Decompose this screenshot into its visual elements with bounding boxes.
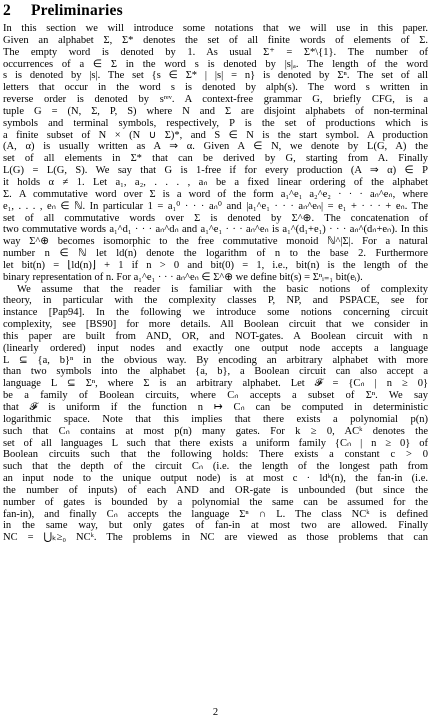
text-line: such that the depth of the circuit Cₙ (i.e. the length of the longest path from xyxy=(3,461,428,473)
text-line: way Σ^⊕ becomes isomorphic to the free commutative monoid ℕ^|Σ|. For a natural xyxy=(3,236,428,248)
text-line: instance [Pap94]. In the following we introduce some notions concerning circuit xyxy=(3,307,428,319)
text-line: set of all elements in Σ* that can be derived by G, starting from A. Finally xyxy=(3,153,428,165)
text-line: L ⊆ {a, b}ⁿ in the obvious way. By encoding an arbitrary alphabet with more xyxy=(3,354,428,366)
text-line: reverse order is denoted by sʳᵉᵛ. A context-free grammar G, briefly CFG, is a xyxy=(3,94,428,106)
text-line: two commutative words a₁^d₁ · · · aₙ^dₙ and a₁^e₁ · · · aₙ^eₙ is a₁^(d₁+e₁) · · · aₙ^(dₙ+eₙ). In this xyxy=(3,224,428,236)
text-line: the number of inputs) of each AND and OR-gate is unbounded (but since the xyxy=(3,484,428,496)
text-line: an input node to the unique output node) is at most c · ldᵏ(n), the fan-in (i.e. xyxy=(3,473,428,485)
text-line: complexity, see [BS90] for more details. All Boolean circuit that we consider in xyxy=(3,319,428,331)
text-line: tuple G = (N, Σ, P, S) where N and Σ are disjoint alphabets of non-terminal xyxy=(3,105,428,117)
text-line: occurrences of a ∈ Σ in the word s is denoted by |s|ₐ. The length of the word xyxy=(3,58,428,70)
text-line: that 𝓕 is uniform if the function n ↦ Cₙ can be computed in deterministic xyxy=(3,402,428,413)
text-line: (linearly ordered) input nodes and exactly one output node accepts a language xyxy=(3,342,428,354)
text-line: letters that occur in the word s is denoted by alph(s). The word s written in xyxy=(3,82,428,94)
text-line: number of gates is bounded by a polynomial the same can be assumed for the xyxy=(3,496,428,508)
section-heading xyxy=(3,2,123,20)
section-body xyxy=(3,23,428,544)
text-line: let bit(n) = ⌊ld(n)⌋ + 1 if n > 0 and bit(0) = 1, i.e., bit(n) is the length of the xyxy=(3,259,428,271)
section-title: Preliminaries xyxy=(31,2,123,19)
text-line: L(G) = L(G, S). We say that G is 1-free if for every production (A ⇒ α) ∈ P xyxy=(3,165,428,177)
text-line: number n ∈ ℕ let ld(n) denote the logarithm of n to the base 2. Furthermore xyxy=(3,248,428,260)
text-line: symbols and terminal symbols, respectively, P is the set of productions which is xyxy=(3,117,428,129)
page-number: 2 xyxy=(212,707,219,718)
text-line: theory, in particular with the complexity classes P, NP, and PSPACE, see for xyxy=(3,295,428,307)
text-line: Boolean circuits such that the following holds: There exists a constant c > 0 xyxy=(3,449,428,461)
text-line: logarithmic space. Note that this implies that there exists a polynomial p(n) xyxy=(3,413,428,425)
text-line: e₁, . . . , eₙ ∈ ℕ. In particular 1 = a₁⁰ · · · aₙ⁰ and |a₁^e₁ · · · aₙ^eₙ| = e₁ + · · · + eₙ. The xyxy=(3,200,428,212)
text-line: in the same way, but only gates of fan-in at most two are allowed. Finally xyxy=(3,520,428,532)
text-line: In this section we will introduce some notations that we will use in this paper. xyxy=(3,23,428,34)
text-line: this paper are built from AND, OR, and NOT-gates. A Boolean circuit with n xyxy=(3,330,428,342)
text-line: set of all languages L such that there exists a uniform family {Cₙ | n ≥ 0} of xyxy=(3,437,428,449)
text-line: set of all commutative words over Σ is denoted by Σ^⊕. The concatenation of xyxy=(3,212,428,224)
text-line: Σ. A commutative word over Σ is a word of the form a₁^e₁ a₂^e₂ · · · aₙ^eₙ, where xyxy=(3,188,428,200)
text-line: it holds α ≠ 1. Let a₁, a₂, . . . , aₙ be a fixed linear ordering of the alphabet xyxy=(3,176,428,188)
text-line: such that Cₙ contains at most p(n) many gates. For k ≥ 0, ACᵏ denotes the xyxy=(3,425,428,437)
text-line: NC = ⋃ₖ≥₀ NCᵏ. The problems in NC are viewed as those problems that can xyxy=(3,532,428,544)
text-line: language L ⊆ Σⁿ, where Σ is an arbitrary alphabet. Let 𝓕 = {Cₙ | n ≥ 0} xyxy=(3,378,428,390)
text-line: than two symbols into the alphabet {a, b}, a Boolean circuit can also accept a xyxy=(3,366,428,378)
text-line: s is denoted by |s|. The set {s ∈ Σ* | |s| = n} is denoted by Σⁿ. The set of all xyxy=(3,70,428,82)
text-line: (A, α) is usually written as A ⇒ α. Given A ∈ N, we denote by L(G, A) the xyxy=(3,141,428,153)
text-line: a finite subset of N × (N ∪ Σ)*, and S ∈ N is the start symbol. A production xyxy=(3,129,428,141)
text-line: fan-in), and finally Cₙ accepts the language Σⁿ ∩ L. The class NCᵏ is defined xyxy=(3,508,428,520)
section-number: 2 xyxy=(3,2,11,19)
text-line: be a family of Boolean circuits, where Cₙ accepts a subset of Σⁿ. We say xyxy=(3,390,428,402)
text-line: Given an alphabet Σ, Σ* denotes the set of all finite words of elements of Σ. xyxy=(3,34,428,46)
text-line: binary representation of n. For a₁^e₁ · · · aₙ^eₙ ∈ Σ^⊕ we define bit(s) = Σⁿᵢ₌₁ bit(eᵢ). xyxy=(3,271,363,283)
text-line: The empty word is denoted by 1. As usual Σ⁺ = Σ*\{1}. The number of xyxy=(3,46,428,58)
text-line: We assume that the reader is familiar with the basic notions of complexity xyxy=(17,283,428,295)
